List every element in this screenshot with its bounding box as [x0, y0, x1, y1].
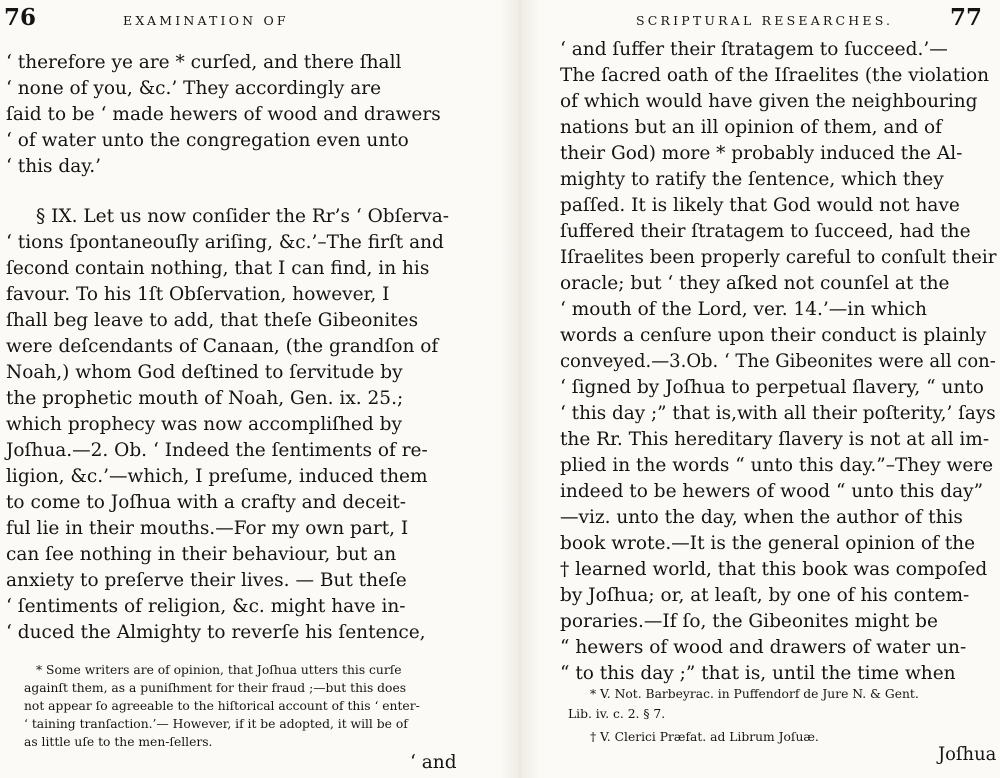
text-line: ſuffered their ſtratagem to ſucceed, had the: [560, 221, 971, 242]
text-line: ſhall beg leave to add, that theſe Gibeonites: [6, 310, 419, 331]
text-line: words a cenſure upon their conduct is plainly: [560, 325, 987, 346]
text-line: ‘ this day ;” that is,with all their poſterity,’ ſays: [560, 403, 996, 424]
text-line: ‘ therefore ye are * curſed, and there ſhall: [6, 52, 402, 73]
text-line: ‘ mouth of the Lord, ver. 14.’—in which: [560, 299, 927, 320]
text-line: ‘ this day.’: [6, 156, 102, 177]
running-head: EXAMINATION OF: [123, 13, 289, 28]
text-line: ‘ and ſuffer their ſtratagem to ſucceed.’—: [560, 39, 948, 60]
text-line: their God) more * probably induced the Al-: [560, 143, 963, 164]
text-line: mighty to ratify the ſentence, which they: [560, 169, 944, 190]
right-page: [548, 0, 1000, 778]
text-line: ‘ ſentiments of religion, &c. might have in-: [6, 596, 406, 617]
text-line: Joſhua.—2. Ob. ‘ Indeed the ſentiments of re-: [6, 440, 428, 461]
text-line: can ſee nothing in their behaviour, but an: [6, 544, 397, 565]
footnote-line: not appear ſo agreeable to the hiſtorical account of this ‘ enter-: [24, 699, 420, 713]
footnote-line: * Some writers are of opinion, that Joſhua utters this curſe: [36, 663, 402, 677]
text-line: “ to this day ;” that is, until the time when: [560, 663, 956, 684]
text-line: “ hewers of wood and drawers of water un-: [560, 637, 967, 658]
text-line: Noah,) whom God deſtined to ſervitude by: [6, 362, 403, 383]
left-page: [0, 0, 490, 778]
text-line: —viz. unto the day, when the author of this: [560, 507, 963, 528]
text-line: by Joſhua; or, at leaſt, by one of his contem-: [560, 585, 970, 606]
catchword: ‘ and: [410, 752, 457, 773]
text-line: to come to Joſhua with a crafty and deceit-: [6, 492, 407, 513]
text-line: paſſed. It is likely that God would not have: [560, 195, 960, 216]
page-number: 76: [4, 4, 37, 31]
book-gutter: [500, 0, 540, 778]
footnote-line: Lib. iv. c. 2. § 7.: [568, 707, 666, 721]
footnote-line: † V. Clerici Præfat. ad Librum Joſuæ.: [590, 730, 819, 744]
footnote-line: * V. Not. Barbeyrac. in Puffendorf de Jure N. & Gent.: [590, 687, 919, 701]
text-line: were deſcendants of Canaan, (the grandſon of: [6, 336, 439, 357]
text-line: poraries.—If ſo, the Gibeonites might be: [560, 611, 938, 632]
footnote-line: as little uſe to the men-ſellers.: [24, 735, 213, 749]
text-line: ‘ ſigned by Joſhua to perpetual ſlavery, “ unto: [560, 377, 984, 398]
text-line: ſaid to be ‘ made hewers of wood and drawers: [6, 104, 441, 125]
text-line: anxiety to preſerve their lives. — But theſe: [6, 570, 407, 591]
text-line: of which would have given the neighbouring: [560, 91, 978, 112]
text-line: book wrote.—It is the general opinion of the: [560, 533, 976, 554]
text-line: favour. To his 1ſt Obſervation, however, I: [6, 284, 390, 305]
text-line: which prophecy was now accompliſhed by: [6, 414, 402, 435]
footnote-line: againſt them, as a puniſhment for their fraud ;—but this does: [24, 681, 407, 695]
text-line: The ſacred oath of the Iſraelites (the violation: [560, 65, 990, 86]
text-line: conveyed.—3.Ob. ‘ The Gibeonites were all con-: [560, 351, 996, 372]
text-line: ‘ duced the Almighty to reverſe his ſentence,: [6, 622, 426, 643]
page-number: 77: [950, 4, 983, 31]
text-line: nations but an ill opinion of them, and of: [560, 117, 943, 138]
footnote-line: ‘ taining tranſaction.’— However, if it be adopted, it will be of: [24, 717, 408, 731]
text-line: indeed to be hewers of wood “ unto this day”: [560, 481, 984, 502]
text-line: ligion, &c.’—which, I preſume, induced them: [6, 466, 428, 487]
catchword: Joſhua: [938, 744, 997, 765]
running-head: SCRIPTURAL RESEARCHES.: [636, 13, 894, 28]
text-line: † learned world, that this book was compoſed: [560, 559, 988, 580]
text-line: the Rr. This hereditary ſlavery is not at all im-: [560, 429, 990, 450]
text-line: ‘ tions ſpontaneouſly ariſing, &c.’–The firſt and: [6, 232, 444, 253]
text-line: oracle; but ‘ they aſked not counſel at the: [560, 273, 950, 294]
section-heading-line: § IX. Let us now conſider the Rr’s ‘ Obſerva-: [36, 206, 450, 227]
text-line: the prophetic mouth of Noah, Gen. ix. 25.;: [6, 388, 404, 409]
text-line: Iſraelites been properly careful to conſult their: [560, 247, 997, 268]
text-line: ‘ of water unto the congregation even unto: [6, 130, 409, 151]
text-line: ful lie in their mouths.—For my own part, I: [6, 518, 409, 539]
text-line: plied in the words “ unto this day.”–They were: [560, 455, 994, 476]
text-line: ſecond contain nothing, that I can find, in his: [6, 258, 430, 279]
text-line: ‘ none of you, &c.’ They accordingly are: [6, 78, 382, 99]
